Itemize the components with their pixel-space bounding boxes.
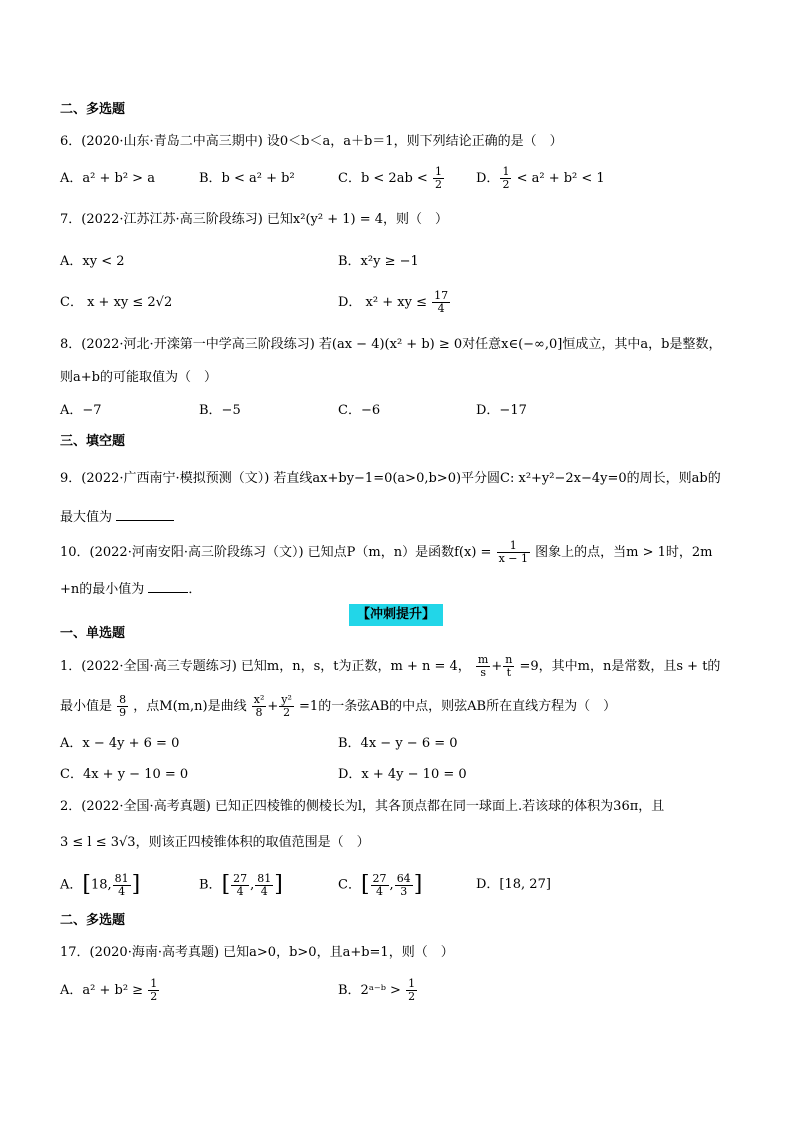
q7-option-d-fraction <box>432 290 450 315</box>
numerator: 1 <box>434 165 442 178</box>
section-heading-fill-in: 三、填空题 <box>60 434 126 449</box>
numerator: 17 <box>434 289 449 302</box>
q1-line2-pre: 最小值是 <box>60 699 113 714</box>
question-9-stem: 9．(2022·广西南宁·模拟预测（文）) 若直线ax+by−1=0(a>0,b>0)平分圆C: x²+y²−2x−4y=0的周长，则ab的 <box>60 471 721 486</box>
section-heading-single-choice: 一、单选题 <box>60 626 126 641</box>
q7-option-c: C． x + xy ≤ 2√2 <box>60 295 173 310</box>
q2-option-a: A．[18, $\frac{81}{4}$ ] <box>60 871 141 898</box>
q9-text: 最大值为 <box>60 510 113 525</box>
denominator: 4 <box>118 884 126 898</box>
q10-text-post: 图象上的点，当m > 1时，2m <box>535 545 713 560</box>
numerator: 64 <box>396 871 411 885</box>
q2-option-b: B．[ $\frac{27}{4}$ , $\frac{81}{4}$ ] <box>199 871 283 898</box>
numerator: 1 <box>150 977 158 990</box>
q2-option-c: C．[ $\frac{27}{4}$ , $\frac{64}{3}$ ] <box>338 871 423 898</box>
numerator: 81 <box>257 871 272 885</box>
q17-option-a <box>60 974 160 1008</box>
numerator: y² <box>281 693 292 706</box>
q1-text-post: =9，其中m，n是常数，且s + t的 <box>519 659 721 674</box>
q6-option-d-fraction <box>500 166 511 191</box>
denominator: t <box>506 666 512 679</box>
denominator: 2 <box>408 990 416 1003</box>
q8-option-b: B．−5 <box>199 403 241 418</box>
numerator: m <box>477 653 489 666</box>
q6-option-d <box>476 162 605 196</box>
q6-option-b: B．b < a² + b² <box>199 171 295 186</box>
q1-text-pre: 1．(2022·全国·高三专题练习) 已知m，n，s，t为正数，m + n = 4， <box>60 659 471 674</box>
question-6-stem: 6．(2020·山东·青岛二中高三期中) 设0＜b＜a，a＋b＝1，则下列结论正确的是（ ） <box>60 134 563 149</box>
denominator: 2 <box>434 178 442 191</box>
q1-fraction-m-s <box>476 654 490 679</box>
option-label: B． <box>199 877 222 893</box>
denominator: 2 <box>150 990 158 1003</box>
numerator: 1 <box>497 540 530 553</box>
q7-option-d <box>338 286 451 320</box>
section-heading-multi-choice-2: 二、多选题 <box>60 913 126 928</box>
q1-line2-post: =1的一条弦AB的中点，则弦AB所在直线方程为（ ） <box>299 699 617 714</box>
denominator: s <box>480 666 486 679</box>
denominator: x − 1 <box>498 552 528 565</box>
q1-fraction-x2 <box>252 694 267 719</box>
q17-option-a-text: A．a² + b² ≥ <box>60 983 144 998</box>
q1-fraction-y2 <box>279 694 294 719</box>
q17-option-b-fraction <box>406 978 417 1003</box>
question-10-stem-line2: +n的最小值为 ． <box>60 582 202 597</box>
question-8-stem-line2: 则a+b的可能取值为（ ） <box>60 370 217 385</box>
denominator: 9 <box>119 706 127 719</box>
numerator: n <box>505 653 513 666</box>
q1-option-b: B．4x − y − 6 = 0 <box>338 736 458 751</box>
q7-option-b: B．x²y ≥ −1 <box>338 254 419 269</box>
question-10-stem <box>60 536 713 570</box>
q10-text-pre: 10．(2022·河南安阳·高三阶段练习（文）) 已知点P（m，n）是函数f(x) = <box>60 545 492 560</box>
question-8-stem: 8．(2022·河北·开滦第一中学高三阶段练习) 若(ax − 4)(x² + b) ≥ 0对任意x∈(−∞,0]恒成立，其中a，b是整数， <box>60 337 722 352</box>
numerator: 1 <box>502 165 510 178</box>
q1-option-d: D．x + 4y − 10 = 0 <box>338 767 467 782</box>
denominator: 4 <box>376 884 384 898</box>
numerator: 81 <box>114 871 129 885</box>
q6-option-d-text: < a² + b² < 1 <box>516 171 605 186</box>
upper-bound-fraction <box>395 873 413 898</box>
numerator: x² <box>253 693 265 706</box>
denominator: 8 <box>255 706 263 719</box>
q8-option-d: D．−17 <box>476 403 527 418</box>
q1-fraction-min <box>117 694 128 719</box>
denominator: 2 <box>502 178 510 191</box>
q8-option-a: A．−7 <box>60 403 102 418</box>
q10-fraction <box>497 540 530 565</box>
numerator: 1 <box>408 977 416 990</box>
q6-option-d-label: D． <box>476 171 500 186</box>
q6-option-c-fraction <box>433 166 444 191</box>
denominator: 2 <box>283 706 291 719</box>
q1-option-a: A．x − 4y + 6 = 0 <box>60 736 180 751</box>
lower-bound-fraction <box>231 873 249 898</box>
numerator: 27 <box>233 871 248 885</box>
upper-bound-fraction <box>113 873 131 898</box>
lower-bound-fraction <box>371 873 389 898</box>
q9-answer-blank <box>116 508 174 521</box>
question-9-stem-line2 <box>60 508 174 527</box>
q17-option-b <box>338 974 418 1008</box>
option-label: A． <box>60 877 83 893</box>
question-17-stem: 17．(2020·海南·高考真题) 已知a>0，b>0，且a+b=1，则（ ） <box>60 945 454 960</box>
q6-option-c-text: C．b < 2ab < <box>338 171 428 186</box>
upper-bound-fraction <box>255 873 273 898</box>
question-7-stem: 7．(2022·江苏江苏·高三阶段练习) 已知x²(y² + 1) = 4，则（ ） <box>60 212 448 227</box>
sprint-improvement-banner: 【冲刺提升】 <box>349 604 443 626</box>
q7-option-d-text: D． x² + xy ≤ <box>338 295 427 310</box>
section-heading-multi-choice: 二、多选题 <box>60 102 126 117</box>
question-2-stem: 2．(2022·全国·高考真题) 已知正四棱锥的侧棱长为l，其各顶点都在同一球面上.若该球的体积为36π，且 <box>60 799 665 814</box>
denominator: 3 <box>400 884 408 898</box>
q1-option-c: C．4x + y − 10 = 0 <box>60 767 189 782</box>
numerator: 8 <box>119 693 127 706</box>
q7-option-a: A．xy < 2 <box>60 254 125 269</box>
q10-answer-blank <box>148 580 188 593</box>
question-2-stem-line2: 3 ≤ l ≤ 3√3，则该正四棱锥体积的取值范围是（ ） <box>60 835 370 850</box>
q8-option-c: C．−6 <box>338 403 381 418</box>
denominator: 4 <box>260 884 268 898</box>
q1-line2-mid: ，点M(m,n)是曲线 <box>133 699 247 714</box>
lower-bound: 18, <box>90 877 112 893</box>
question-1-stem-line2: 最小值是 $\frac{8}{9}$ ，点M(m,n)是曲线 $\frac{\text{x²}}{8}$ + $\frac{\text{y²}}{2}$ =1的一条弦AB的中点，则弦AB所在直线方程为（ ） <box>60 693 617 719</box>
numerator: 27 <box>372 871 387 885</box>
question-1-stem <box>60 650 720 684</box>
q6-option-c <box>338 162 445 196</box>
q17-option-b-text: B．2ᵃ⁻ᵇ > <box>338 983 401 998</box>
q1-fraction-n-t <box>503 654 514 679</box>
q10-text: +n的最小值为 <box>60 582 145 597</box>
q17-option-a-fraction <box>148 978 159 1003</box>
q6-option-a: A．a² + b² > a <box>60 171 155 186</box>
q2-option-d: D．[18, 27] <box>476 877 551 892</box>
option-label: C． <box>338 877 361 893</box>
denominator: 4 <box>236 884 244 898</box>
plus-sign: + <box>491 659 503 674</box>
denominator: 4 <box>437 302 445 315</box>
